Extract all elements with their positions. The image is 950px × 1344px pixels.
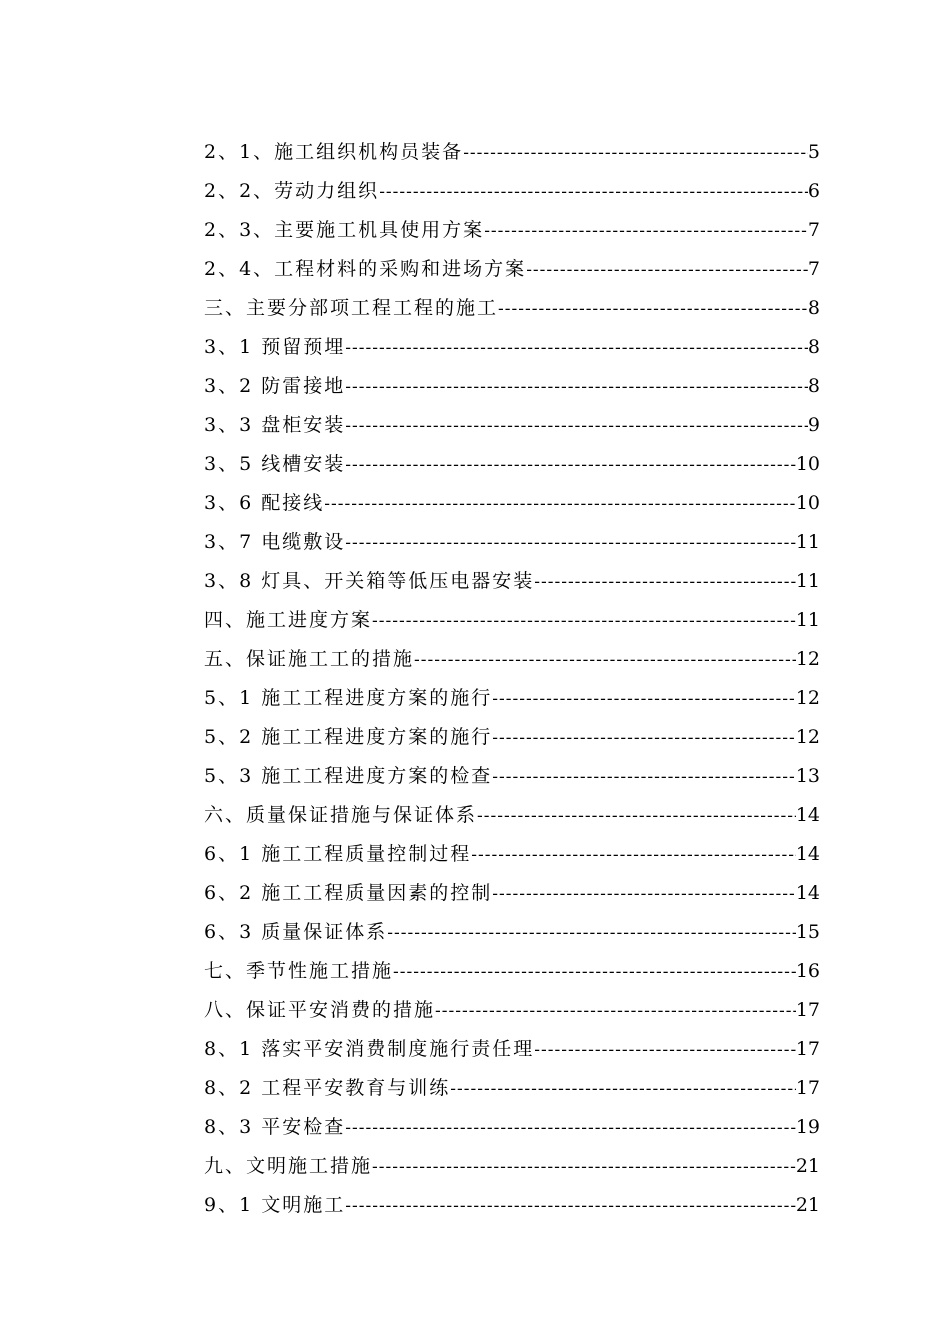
toc-entry-title: 3、5 线槽安装 xyxy=(204,453,346,475)
table-of-contents xyxy=(204,133,820,1225)
toc-entry[interactable] xyxy=(204,211,820,250)
toc-entry-title: 2、4、工程材料的采购和进场方案 xyxy=(204,258,527,280)
toc-entry-page-number: 12 xyxy=(795,726,820,748)
toc-entry[interactable] xyxy=(204,523,820,562)
toc-entry-title: 6、1 施工工程质量控制过程 xyxy=(204,843,472,865)
toc-entry-title: 3、1 预留预埋 xyxy=(204,336,346,358)
toc-entry-title: 五、保证施工工的措施 xyxy=(204,648,415,670)
toc-entry-page-number: 17 xyxy=(795,999,820,1021)
toc-entry-title: 6、3 质量保证体系 xyxy=(204,921,388,943)
toc-entry-page-number: 7 xyxy=(807,258,820,280)
toc-entry-title: 9、1 文明施工 xyxy=(204,1194,346,1216)
toc-entry[interactable] xyxy=(204,1186,820,1225)
toc-entry-page-number: 12 xyxy=(795,648,820,670)
toc-entry-page-number: 16 xyxy=(795,960,820,982)
toc-entry[interactable] xyxy=(204,562,820,601)
toc-dot-leader xyxy=(471,836,796,874)
toc-entry[interactable] xyxy=(204,835,820,874)
toc-entry[interactable] xyxy=(204,874,820,913)
toc-entry-page-number: 14 xyxy=(795,804,820,826)
toc-dot-leader xyxy=(534,563,796,601)
toc-dot-leader xyxy=(379,173,808,211)
toc-entry-page-number: 14 xyxy=(795,843,820,865)
toc-entry-title: 5、1 施工工程进度方案的施行 xyxy=(204,687,493,709)
toc-entry-title: 3、3 盘柜安装 xyxy=(204,414,346,436)
toc-entry[interactable] xyxy=(204,1147,820,1186)
toc-entry-page-number: 8 xyxy=(807,375,820,397)
toc-entry-page-number: 10 xyxy=(795,492,820,514)
toc-dot-leader xyxy=(450,1070,796,1108)
toc-entry[interactable] xyxy=(204,250,820,289)
toc-entry-title: 七、季节性施工措施 xyxy=(204,960,394,982)
toc-entry-page-number: 21 xyxy=(795,1155,820,1177)
toc-entry-title: 6、2 施工工程质量因素的控制 xyxy=(204,882,493,904)
toc-entry-page-number: 14 xyxy=(795,882,820,904)
toc-entry-title: 九、文明施工措施 xyxy=(204,1155,373,1177)
toc-entry-title: 2、2、劳动力组织 xyxy=(204,180,380,202)
toc-entry-page-number: 19 xyxy=(795,1116,820,1138)
toc-entry-page-number: 11 xyxy=(795,531,820,553)
toc-entry[interactable] xyxy=(204,1108,820,1147)
toc-dot-leader xyxy=(534,1031,796,1069)
toc-entry-title: 三、主要分部项工程工程的施工 xyxy=(204,297,499,319)
toc-entry-title: 2、1、施工组织机构员装备 xyxy=(204,141,464,163)
toc-entry-page-number: 17 xyxy=(795,1077,820,1099)
toc-dot-leader xyxy=(414,641,796,679)
toc-entry-title: 3、6 配接线 xyxy=(204,492,325,514)
toc-entry-title: 八、保证平安消费的措施 xyxy=(204,999,436,1021)
toc-entry-title: 8、1 落实平安消费制度施行责任理 xyxy=(204,1038,535,1060)
toc-entry-page-number: 9 xyxy=(807,414,820,436)
toc-entry[interactable] xyxy=(204,679,820,718)
toc-entry-page-number: 5 xyxy=(807,141,820,163)
toc-dot-leader xyxy=(345,524,796,562)
toc-dot-leader xyxy=(387,914,796,952)
toc-dot-leader xyxy=(492,680,796,718)
toc-dot-leader xyxy=(492,758,796,796)
toc-entry-page-number: 11 xyxy=(795,609,820,631)
toc-entry-page-number: 17 xyxy=(795,1038,820,1060)
toc-entry-page-number: 11 xyxy=(795,570,820,592)
toc-dot-leader xyxy=(498,290,808,328)
toc-entry-title: 四、施工进度方案 xyxy=(204,609,373,631)
toc-entry-title: 8、2 工程平安教育与训练 xyxy=(204,1077,451,1099)
toc-entry-page-number: 12 xyxy=(795,687,820,709)
toc-entry-page-number: 6 xyxy=(807,180,820,202)
toc-entry-title: 5、3 施工工程进度方案的检查 xyxy=(204,765,493,787)
toc-entry[interactable] xyxy=(204,367,820,406)
toc-entry[interactable] xyxy=(204,757,820,796)
toc-dot-leader xyxy=(345,1187,796,1225)
toc-dot-leader xyxy=(393,953,796,991)
toc-entry[interactable] xyxy=(204,289,820,328)
toc-entry[interactable] xyxy=(204,991,820,1030)
toc-entry[interactable] xyxy=(204,952,820,991)
toc-entry-title: 3、8 灯具、开关箱等低压电器安装 xyxy=(204,570,535,592)
toc-dot-leader xyxy=(492,875,796,913)
toc-dot-leader xyxy=(484,212,808,250)
toc-entry-page-number: 8 xyxy=(807,297,820,319)
toc-entry-title: 六、质量保证措施与保证体系 xyxy=(204,804,478,826)
toc-entry[interactable] xyxy=(204,445,820,484)
toc-entry[interactable] xyxy=(204,406,820,445)
toc-dot-leader xyxy=(345,329,808,367)
toc-entry[interactable] xyxy=(204,1030,820,1069)
toc-dot-leader xyxy=(345,1109,796,1147)
toc-entry[interactable] xyxy=(204,133,820,172)
toc-entry[interactable] xyxy=(204,328,820,367)
toc-entry-title: 3、2 防雷接地 xyxy=(204,375,346,397)
toc-entry-page-number: 15 xyxy=(795,921,820,943)
toc-dot-leader xyxy=(463,134,808,172)
toc-entry[interactable] xyxy=(204,718,820,757)
toc-dot-leader xyxy=(345,407,808,445)
toc-entry-page-number: 7 xyxy=(807,219,820,241)
toc-entry-title: 2、3、主要施工机具使用方案 xyxy=(204,219,485,241)
toc-entry-title: 8、3 平安检查 xyxy=(204,1116,346,1138)
toc-entry[interactable] xyxy=(204,796,820,835)
toc-dot-leader xyxy=(372,602,796,640)
toc-entry[interactable] xyxy=(204,601,820,640)
toc-entry-title: 3、7 电缆敷设 xyxy=(204,531,346,553)
toc-entry-page-number: 8 xyxy=(807,336,820,358)
toc-entry[interactable] xyxy=(204,913,820,952)
toc-entry-page-number: 13 xyxy=(795,765,820,787)
toc-dot-leader xyxy=(345,446,796,484)
toc-entry-page-number: 10 xyxy=(795,453,820,475)
toc-entry-page-number: 21 xyxy=(795,1194,820,1216)
toc-entry[interactable] xyxy=(204,484,820,523)
toc-dot-leader xyxy=(324,485,796,523)
toc-dot-leader xyxy=(492,719,796,757)
toc-dot-leader xyxy=(372,1148,796,1186)
toc-entry[interactable] xyxy=(204,172,820,211)
toc-dot-leader xyxy=(526,251,808,289)
toc-entry-title: 5、2 施工工程进度方案的施行 xyxy=(204,726,493,748)
toc-dot-leader xyxy=(345,368,808,406)
toc-entry[interactable] xyxy=(204,640,820,679)
toc-dot-leader xyxy=(435,992,796,1030)
toc-entry[interactable] xyxy=(204,1069,820,1108)
toc-dot-leader xyxy=(477,797,796,835)
